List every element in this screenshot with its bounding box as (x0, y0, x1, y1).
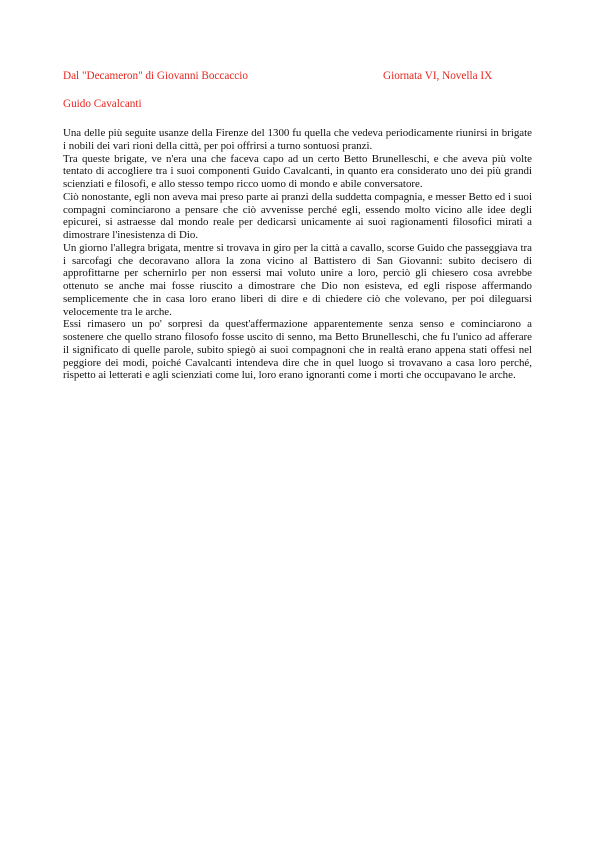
paragraph: Una delle più seguite usanze della Firenze del 1300 fu quella che vedeva periodicamente riunirsi in brigate i nobili dei vari rioni della città, per poi offrirsi a turno sontuosi pranzi. (63, 127, 532, 152)
paragraph: Tra queste brigate, ve n'era una che faceva capo ad un certo Betto Brunelleschi, e che aveva più volte tentato di accogliere tra i suoi componenti Guido Cavalcanti, in quanto era considerato uno dei più grandi scienziati e filosofi, e allo stesso tempo ricco uomo di mondo e abile conversatore. (63, 152, 532, 190)
subject-title: Guido Cavalcanti (63, 98, 142, 110)
paragraph: Un giorno l'allegra brigata, mentre si trovava in giro per la città a cavallo, scorse Guido che passeggiava tra i sarcofagi che decoravano allora la zona vicino al Battistero di San Giovanni: subito decisero di approfittarne per schernirlo per non essersi mai voluto unire a loro, perciò gli chiesero cosa avrebbe ottenuto se anche mai fosse riuscito a dimostrare che Dio non esisteva, ed egli rispose affermando semplicemente che in casa loro erano liberi di dire e di chiedere ciò che volevano, per poi dileguarsi velocemente tra le arche. (63, 241, 532, 318)
paragraph: Essi rimasero un po' sorpresi da quest'affermazione apparentemente senza senso e cominciarono a sostenere che quello strano filosofo fosse uscito di senno, ma Betto Brunelleschi, che fu l'unico ad afferare il significato di quelle parole, subito spiegò ai suoi compagnoni che in realtà erano appena stati offesi nel peggiore dei modi, poiché Cavalcanti intendeva dire che in quel luogo si trovavano a casa loro perché, rispetto ai letterati e agli scienziati come lui, loro erano ignoranti come i morti che occupavano le arche. (63, 318, 532, 382)
page-header (63, 69, 533, 85)
body-text (63, 127, 532, 382)
paragraph: Ciò nonostante, egli non aveva mai preso parte ai pranzi della suddetta compagnia, e messer Betto ed i suoi compagni cominciarono a pensare che ciò avvenisse perché egli, essendo molto vicino alle idee degli epicurei, si astraesse dal mondo reale per dedicarsi unicamente ai suoi ragionamenti filosofici mirati a dimostrare l'inesistenza di Dio. (63, 190, 532, 241)
header-reference: Giornata VI, Novella IX (383, 70, 493, 82)
header-source: Dal "Decameron" di Giovanni Boccaccio (63, 70, 248, 82)
